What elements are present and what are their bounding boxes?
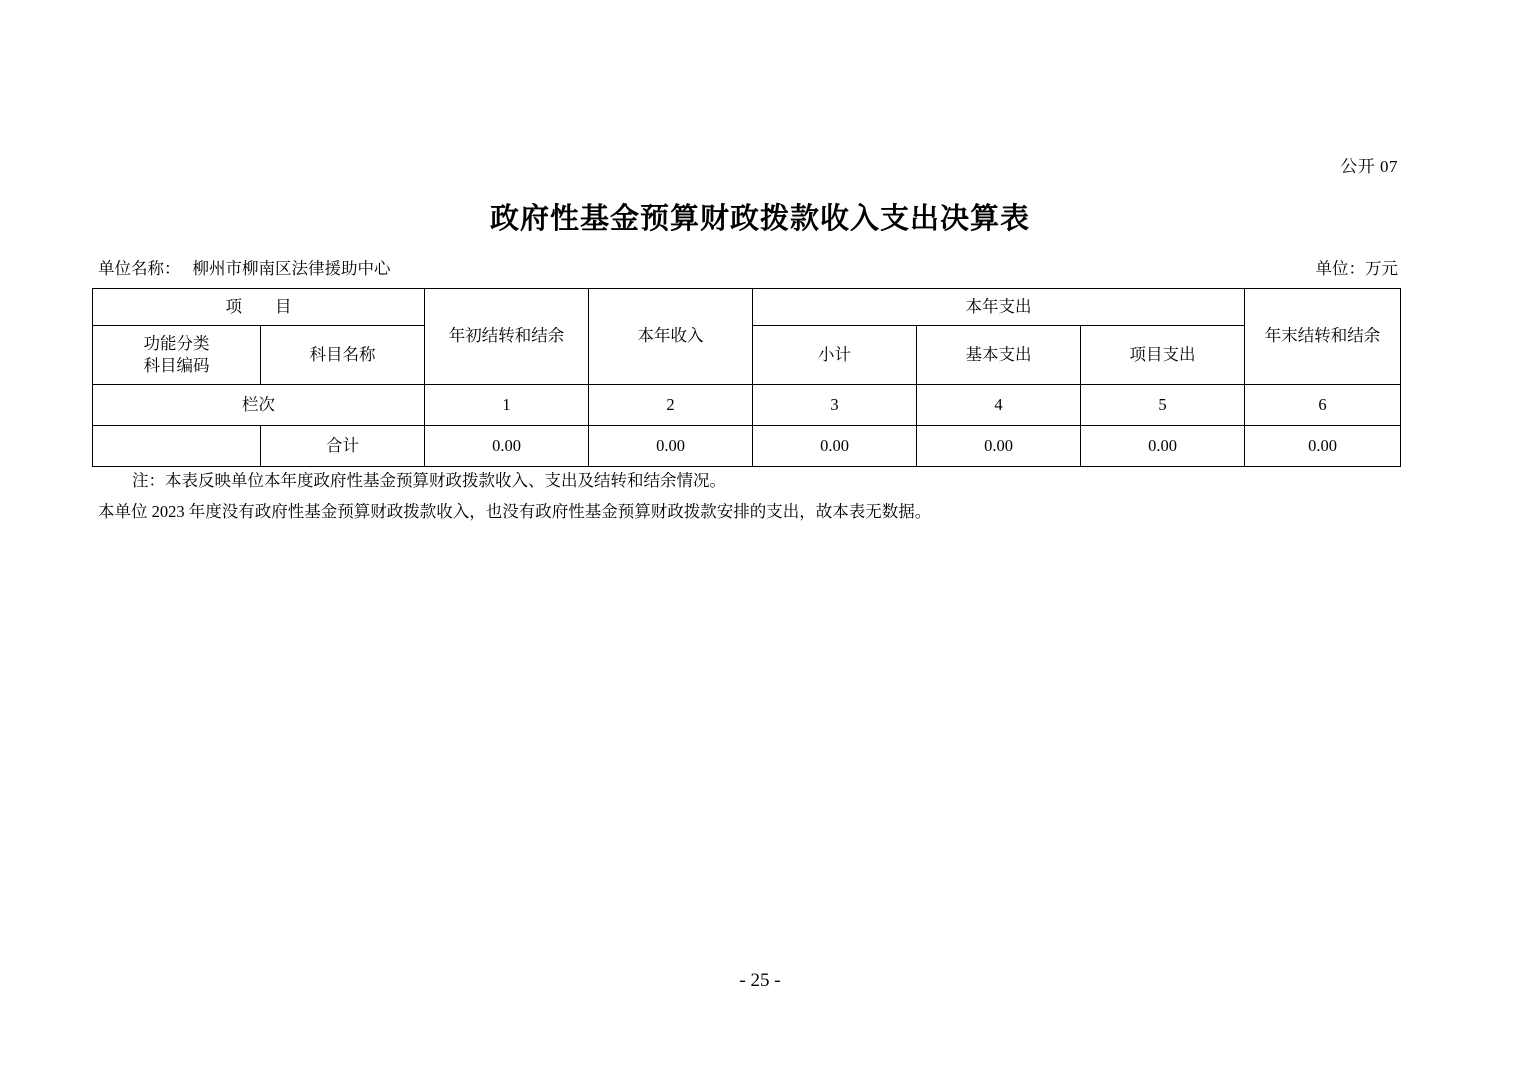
table-header-row-1 xyxy=(93,289,1401,326)
row-index-6: 6 xyxy=(1245,385,1401,426)
row-index-4: 4 xyxy=(917,385,1081,426)
total-function-code xyxy=(93,426,261,467)
total-year-income: 0.00 xyxy=(589,426,753,467)
header-year-expense: 本年支出 xyxy=(753,289,1245,326)
unit-name-value: 柳州市柳南区法律援助中心 xyxy=(192,259,391,278)
header-end-balance: 年末结转和结余 xyxy=(1245,289,1401,385)
row-index-1: 1 xyxy=(425,385,589,426)
header-subject-name: 科目名称 xyxy=(261,326,425,385)
total-basic-expense: 0.00 xyxy=(917,426,1081,467)
row-index-5: 5 xyxy=(1081,385,1245,426)
total-end-balance: 0.00 xyxy=(1245,426,1401,467)
note-line-1: 注：本表反映单位本年度政府性基金预算财政拨款收入、支出及结转和结余情况。 xyxy=(132,471,726,490)
amount-unit-label: 单位：万元 xyxy=(1315,259,1398,278)
table-row-index xyxy=(93,385,1401,426)
unit-name xyxy=(98,255,391,279)
row-index-label: 栏次 xyxy=(93,385,425,426)
unit-name-label: 单位名称： xyxy=(98,259,181,278)
document-header-label: 公开 07 xyxy=(1340,157,1398,176)
total-subtotal: 0.00 xyxy=(753,426,917,467)
header-begin-balance: 年初结转和结余 xyxy=(425,289,589,385)
total-begin-balance: 0.00 xyxy=(425,426,589,467)
row-index-2: 2 xyxy=(589,385,753,426)
header-project-expense: 项目支出 xyxy=(1081,326,1245,385)
note-line-2: 本单位 2023 年度没有政府性基金预算财政拨款收入，也没有政府性基金预算财政拨款安排的支出，故本表无数据。 xyxy=(98,502,932,522)
header-subtotal: 小计 xyxy=(753,326,917,385)
header-basic-expense: 基本支出 xyxy=(917,326,1081,385)
row-index-3: 3 xyxy=(753,385,917,426)
total-label: 合计 xyxy=(261,426,425,467)
page-number: - 25 - xyxy=(739,970,781,991)
table-row-total xyxy=(93,426,1401,467)
table-notes xyxy=(98,465,1408,528)
header-function-code: 功能分类 科目编码 xyxy=(93,326,261,385)
header-year-income: 本年收入 xyxy=(589,289,753,385)
header-item: 项 目 xyxy=(93,289,425,326)
budget-table xyxy=(92,288,1401,467)
total-project-expense: 0.00 xyxy=(1081,426,1245,467)
page-title: 政府性基金预算财政拨款收入支出决算表 xyxy=(489,203,1030,235)
meta-row xyxy=(98,255,1398,277)
